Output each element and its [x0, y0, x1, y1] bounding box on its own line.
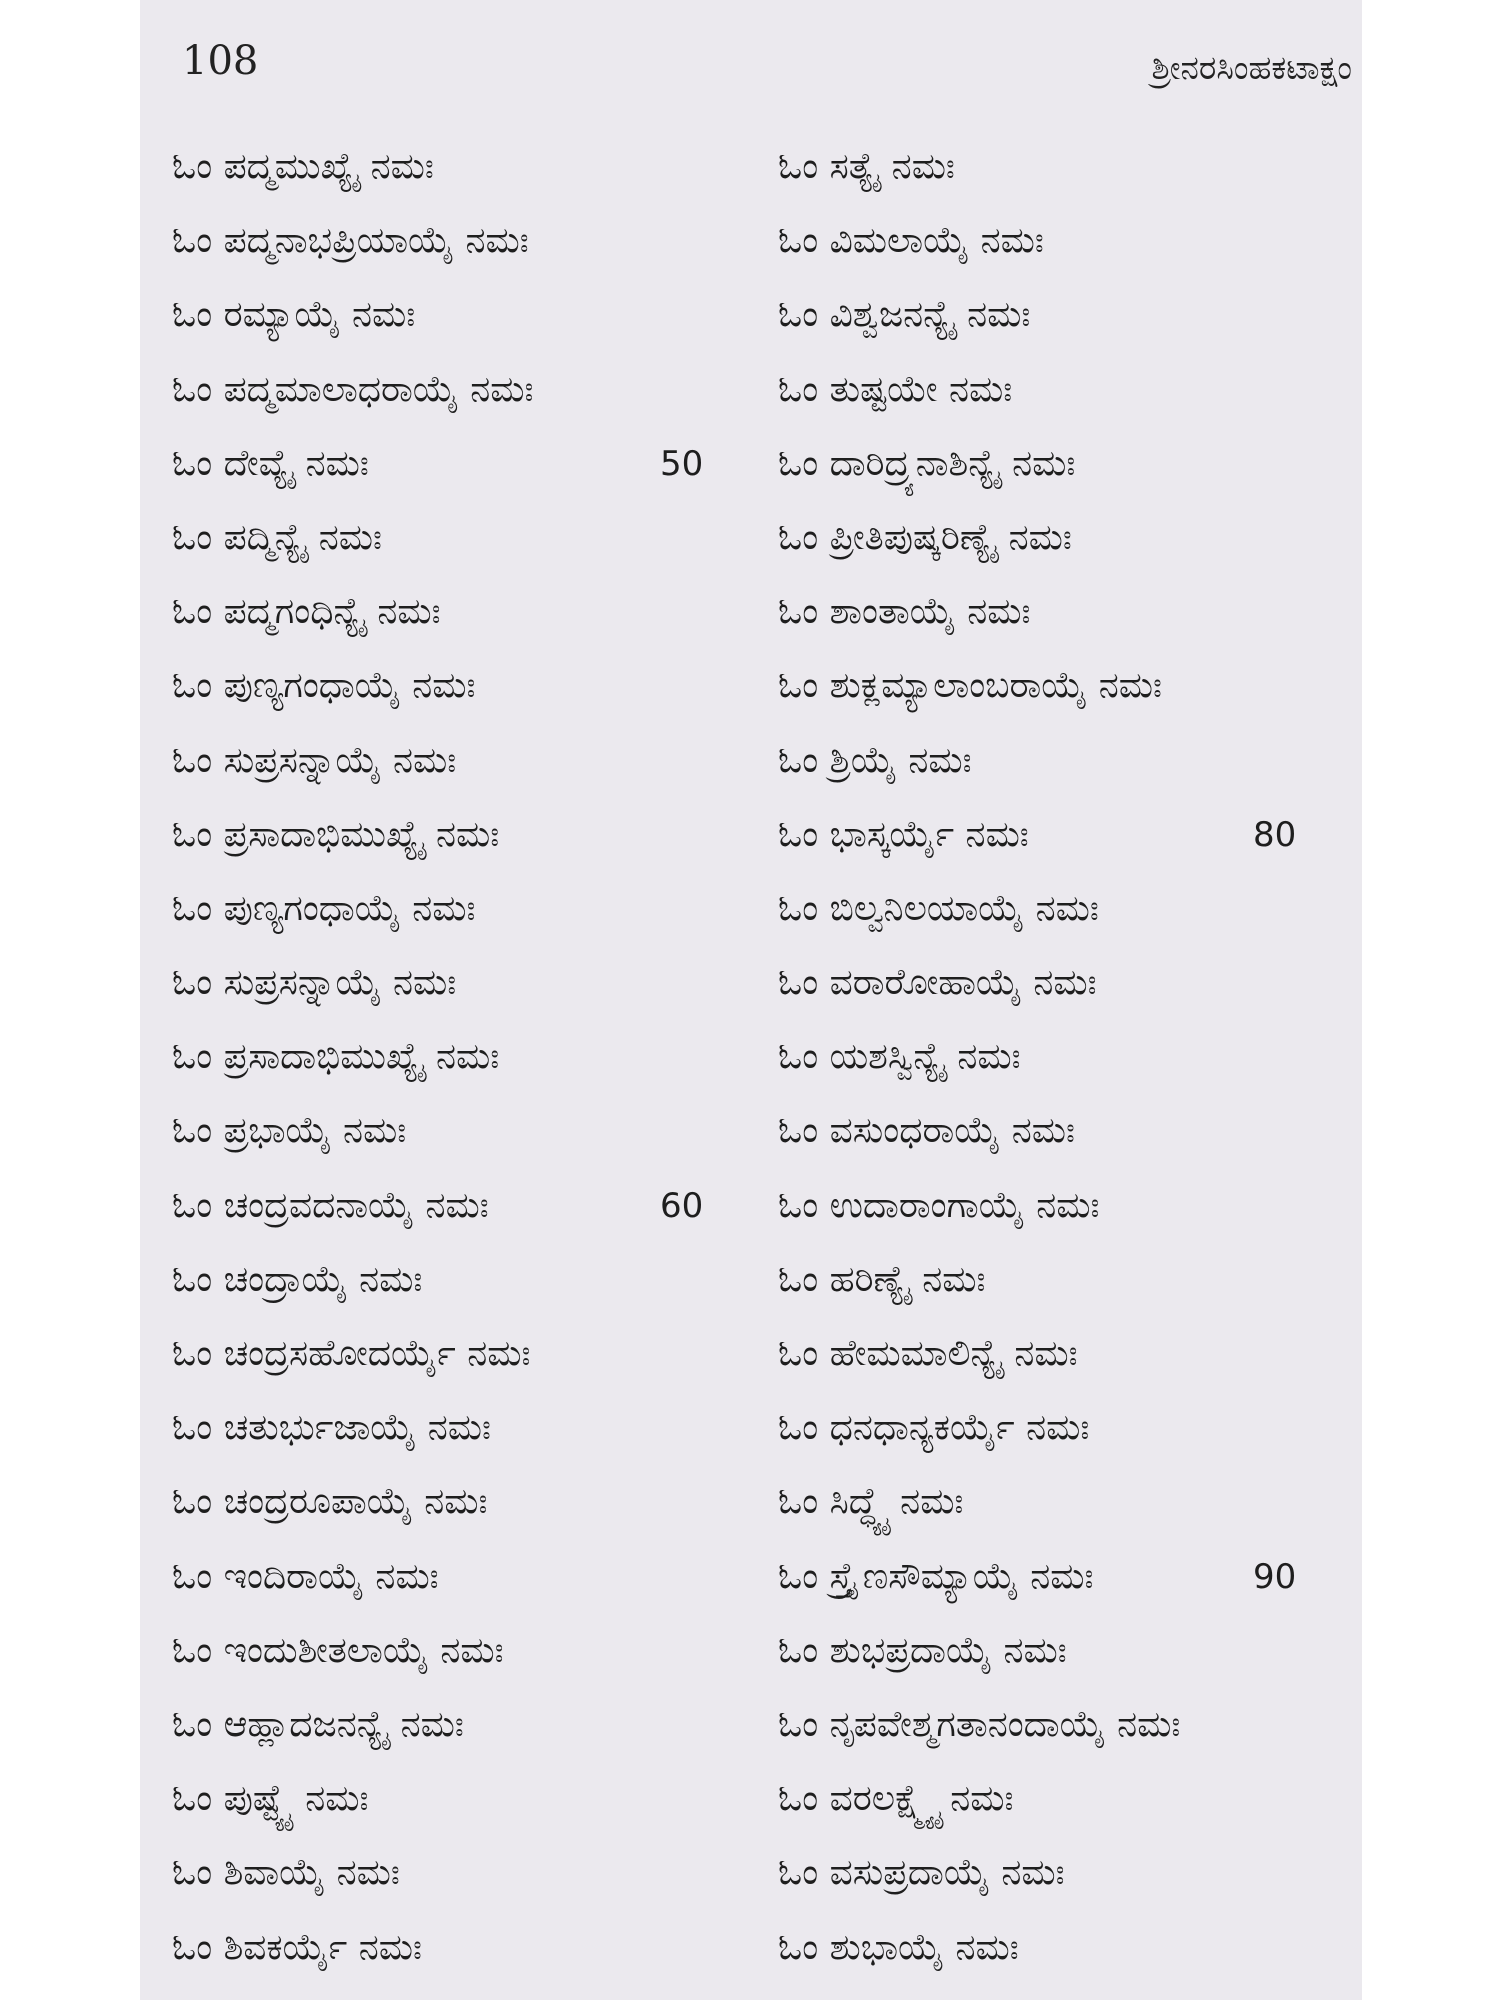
mantra-text: ಓಂ ಪ್ರಭಾಯೈ ನಮಃ — [172, 1110, 407, 1152]
mantra-line — [172, 1391, 732, 1465]
mantra-text: ಓಂ ಸ್ತ್ರೈಣಸೌಮ್ಯಾಯೈ ನಮಃ — [778, 1555, 1094, 1597]
mantra-text: ಓಂ ದಾರಿದ್ರ್ಯನಾಶಿನ್ಯೈ ನಮಃ — [778, 442, 1076, 484]
mantra-line — [172, 353, 732, 427]
mantra-text: ಓಂ ಆಹ್ಲಾದಜನನ್ಯೈ ನಮಃ — [172, 1703, 464, 1745]
mantra-text: ಓಂ ಶಾಂತಾಯೈ ನಮಃ — [778, 591, 1031, 633]
mantra-line — [778, 1836, 1348, 1910]
mantra-line — [172, 1911, 732, 1985]
mantra-text: ಓಂ ಪುಷ್ಟ್ಯೈ ನಮಃ — [172, 1778, 369, 1820]
verse-count-number: 60 — [660, 1185, 704, 1226]
mantra-line — [778, 1317, 1348, 1391]
mantra-text: ಓಂ ಪದ್ಮಿನ್ಯೈ ನಮಃ — [172, 516, 382, 558]
right-column — [778, 130, 1348, 1985]
mantra-text: ಓಂ ಪ್ರಸಾದಾಭಿಮುಖ್ಯೈ ನಮಃ — [172, 1036, 500, 1078]
mantra-text: ಓಂ ಚಂದ್ರಸಹೋದರ್ಯೈ ನಮಃ — [172, 1333, 531, 1374]
mantra-line — [778, 1391, 1348, 1465]
mantra-line — [172, 1317, 732, 1391]
mantra-line — [172, 1540, 732, 1614]
mantra-text: ಓಂ ಚಂದ್ರವದನಾಯೈ ನಮಃ — [172, 1184, 489, 1226]
mantra-text: ಓಂ ಶುಕ್ಲಮ್ಯಾಲಾಂಬರಾಯೈ ನಮಃ — [778, 665, 1162, 707]
mantra-line — [778, 1020, 1348, 1094]
mantra-text: ಓಂ ವಸುಂಧರಾಯೈ ನಮಃ — [778, 1110, 1075, 1152]
mantra-line — [172, 1465, 732, 1539]
mantra-line — [778, 798, 1348, 872]
verse-count-number: 50 — [660, 443, 704, 484]
mantra-text: ಓಂ ಪದ್ಮಮಾಲಾಧರಾಯೈ ನಮಃ — [172, 368, 534, 410]
mantra-text: ಓಂ ಶಿವಾಯೈ ನಮಃ — [172, 1852, 400, 1894]
mantra-text: ಓಂ ಸತ್ಯೈ ನಮಃ — [778, 146, 955, 187]
mantra-text: ಓಂ ಸುಪ್ರಸನ್ನಾಯೈ ನಮಃ — [172, 739, 457, 781]
mantra-line — [778, 872, 1348, 946]
mantra-line — [172, 130, 732, 204]
mantra-line — [172, 1169, 732, 1243]
mantra-text: ಓಂ ಧನಧಾನ್ಯಕರ್ಯೈ ನಮಃ — [778, 1407, 1090, 1449]
mantra-text: ಓಂ ವರಲಕ್ಷ್ಮ್ಯೈ ನಮಃ — [778, 1778, 1014, 1820]
mantra-text: ಓಂ ಶಿವಕರ್ಯೈ ನಮಃ — [172, 1926, 422, 1968]
mantra-line — [172, 798, 732, 872]
mantra-text: ಓಂ ಉದಾರಾಂಗಾಯೈ ನಮಃ — [778, 1184, 1100, 1226]
mantra-text: ಓಂ ಸಿದ್ಧ್ಯೈ ನಮಃ — [778, 1481, 964, 1523]
mantra-line — [778, 427, 1348, 501]
mantra-text: ಓಂ ಚಂದ್ರಾಯೈ ನಮಃ — [172, 1258, 423, 1300]
mantra-text: ಓಂ ಹೇಮಮಾಲಿನ್ಯೈ ನಮಃ — [778, 1333, 1078, 1374]
mantra-line — [172, 1688, 732, 1762]
mantra-text: ಓಂ ವಿಶ್ವಜನನ್ಯೈ ನಮಃ — [778, 294, 1031, 336]
mantra-text: ಓಂ ಪದ್ಮಗಂಧಿನ್ಯೈ ನಮಃ — [172, 591, 441, 633]
mantra-text: ಓಂ ಇಂದಿರಾಯೈ ನಮಃ — [172, 1555, 439, 1597]
mantra-line — [172, 872, 732, 946]
mantra-line — [778, 1688, 1348, 1762]
mantra-text: ಓಂ ವಿಮಲಾಯೈ ನಮಃ — [778, 220, 1044, 262]
mantra-line — [778, 204, 1348, 278]
mantra-line — [172, 1836, 732, 1910]
mantra-text: ಓಂ ಚತುರ್ಭುಜಾಯೈ ನಮಃ — [172, 1407, 491, 1449]
mantra-text: ಓಂ ವಸುಪ್ರದಾಯೈ ನಮಃ — [778, 1852, 1065, 1894]
mantra-line — [778, 501, 1348, 575]
mantra-text: ಓಂ ತುಷ್ಟಯೇ ನಮಃ — [778, 368, 1013, 410]
mantra-line — [172, 501, 732, 575]
mantra-line — [172, 1762, 732, 1836]
running-title: ಶ್ರೀನರಸಿಂಹಕಟಾಕ್ಷಂ — [1151, 48, 1352, 87]
mantra-line — [172, 946, 732, 1020]
mantra-line — [778, 1094, 1348, 1168]
mantra-line — [778, 1762, 1348, 1836]
mantra-line — [778, 946, 1348, 1020]
verse-count-number: 80 — [1253, 814, 1297, 855]
mantra-text: ಓಂ ಭಾಸ್ಕರ್ಯೈ ನಮಃ — [778, 813, 1029, 855]
mantra-line — [172, 1243, 732, 1317]
mantra-text: ಓಂ ಹರಿಣ್ಯೈ ನಮಃ — [778, 1258, 986, 1300]
mantra-line — [778, 1540, 1348, 1614]
mantra-line — [778, 353, 1348, 427]
mantra-text: ಓಂ ಪುಣ್ಯಗಂಧಾಯೈ ನಮಃ — [172, 665, 476, 707]
mantra-line — [172, 1020, 732, 1094]
mantra-text: ಓಂ ಚಂದ್ರರೂಪಾಯೈ ನಮಃ — [172, 1481, 488, 1523]
mantra-line — [778, 1465, 1348, 1539]
book-page — [140, 0, 1362, 2000]
mantra-line — [778, 130, 1348, 204]
page-number: 108 — [182, 38, 259, 84]
mantra-line — [778, 1911, 1348, 1985]
mantra-text: ಓಂ ಇಂದುಶೀತಲಾಯೈ ನಮಃ — [172, 1629, 504, 1671]
left-column — [172, 130, 732, 1985]
mantra-line — [172, 649, 732, 723]
mantra-line — [172, 724, 732, 798]
mantra-text: ಓಂ ಶುಭಪ್ರದಾಯೈ ನಮಃ — [778, 1629, 1067, 1671]
mantra-line — [778, 278, 1348, 352]
mantra-line — [778, 1243, 1348, 1317]
mantra-text: ಓಂ ಶುಭಾಯೈ ನಮಃ — [778, 1926, 1019, 1968]
mantra-line — [172, 278, 732, 352]
mantra-text: ಓಂ ಪ್ರೀತಿಪುಷ್ಕರಿಣ್ಯೈ ನಮಃ — [778, 516, 1072, 558]
mantra-line — [778, 724, 1348, 798]
mantra-text: ಓಂ ರಮ್ಯಾಯೈ ನಮಃ — [172, 294, 416, 336]
mantra-text: ಓಂ ಸುಪ್ರಸನ್ನಾಯೈ ನಮಃ — [172, 962, 457, 1004]
mantra-line — [172, 204, 732, 278]
mantra-text: ಓಂ ಪದ್ಮಮುಖ್ಯೈ ನಮಃ — [172, 146, 434, 187]
mantra-line — [172, 1614, 732, 1688]
mantra-line — [778, 649, 1348, 723]
mantra-text: ಓಂ ಪದ್ಮನಾಭಪ್ರಿಯಾಯೈ ನಮಃ — [172, 220, 529, 262]
mantra-line — [778, 575, 1348, 649]
verse-count-number: 90 — [1253, 1556, 1297, 1597]
mantra-line — [172, 1094, 732, 1168]
mantra-text: ಓಂ ಯಶಸ್ವಿನ್ಯೈ ನಮಃ — [778, 1036, 1021, 1078]
mantra-text: ಓಂ ಬಿಲ್ವನಿಲಯಾಯೈ ನಮಃ — [778, 887, 1099, 929]
mantra-text: ಓಂ ಪ್ರಸಾದಾಭಿಮುಖ್ಯೈ ನಮಃ — [172, 813, 500, 855]
mantra-text: ಓಂ ವರಾರೋಹಾಯೈ ನಮಃ — [778, 962, 1097, 1004]
mantra-text: ಓಂ ಶ್ರಿಯೈ ನಮಃ — [778, 739, 972, 781]
mantra-line — [172, 427, 732, 501]
mantra-text: ಓಂ ನೃಪವೇಶ್ಮಗತಾನಂದಾಯೈ ನಮಃ — [778, 1703, 1181, 1745]
mantra-line — [778, 1614, 1348, 1688]
mantra-text: ಓಂ ದೇವ್ಯೈ ನಮಃ — [172, 442, 369, 484]
mantra-text: ಓಂ ಪುಣ್ಯಗಂಧಾಯೈ ನಮಃ — [172, 887, 476, 929]
mantra-line — [172, 575, 732, 649]
mantra-line — [778, 1169, 1348, 1243]
